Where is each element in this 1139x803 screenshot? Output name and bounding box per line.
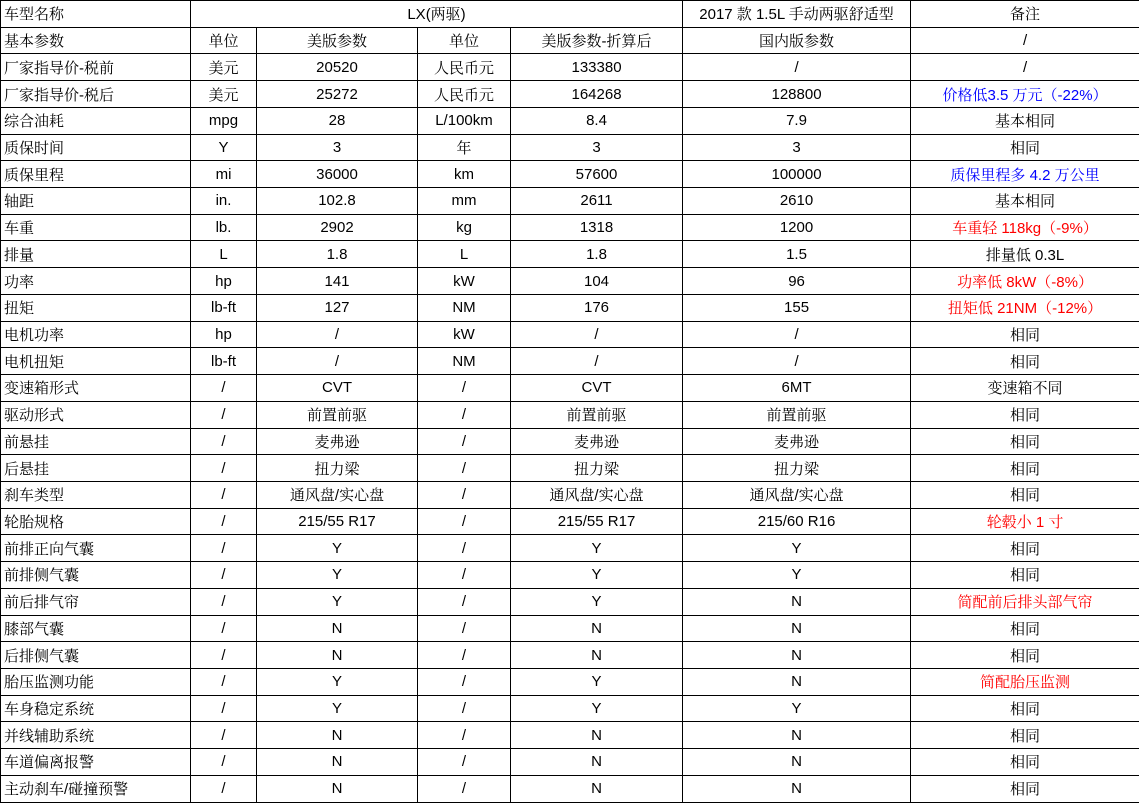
table-row (1, 642, 1139, 669)
cell-unit-us: / (191, 588, 257, 615)
cell-us-value: 215/55 R17 (257, 508, 418, 535)
cell-domestic-value: 1.5 (683, 241, 911, 268)
table-row (1, 294, 1139, 321)
cell-converted-value: 通风盘/实心盘 (511, 481, 683, 508)
cell-unit-metric: km (418, 161, 511, 188)
cell-note: 相同 (911, 722, 1139, 749)
cell-converted-value: 164268 (511, 81, 683, 108)
us-params-header-cell: 美版参数 (257, 27, 418, 54)
cell-converted-value: N (511, 775, 683, 802)
cell-unit-metric: 人民币元 (418, 54, 511, 81)
cn-model-header-cell: 2017 款 1.5L 手动两驱舒适型 (683, 1, 911, 28)
table-row (1, 508, 1139, 535)
cell-unit-us: mi (191, 161, 257, 188)
cell-row-label: 车道偏离报警 (1, 749, 191, 776)
cell-domestic-value: 155 (683, 294, 911, 321)
table-row (1, 588, 1139, 615)
cell-note: 基本相同 (911, 188, 1139, 215)
cell-domestic-value: N (683, 588, 911, 615)
cell-note: 基本相同 (911, 107, 1139, 134)
cell-unit-us: / (191, 615, 257, 642)
cell-us-value: 141 (257, 268, 418, 295)
cell-note: 相同 (911, 775, 1139, 802)
cell-note: 相同 (911, 134, 1139, 161)
cell-row-label: 并线辅助系统 (1, 722, 191, 749)
cell-unit-us: mpg (191, 107, 257, 134)
cell-note: 相同 (911, 481, 1139, 508)
cell-note: 相同 (911, 428, 1139, 455)
cell-us-value: N (257, 642, 418, 669)
cell-unit-metric: / (418, 695, 511, 722)
cell-note: 质保里程多 4.2 万公里 (911, 161, 1139, 188)
cell-unit-metric: 年 (418, 134, 511, 161)
cell-domestic-value: 通风盘/实心盘 (683, 481, 911, 508)
cell-note: 扭矩低 21NM（-12%） (911, 294, 1139, 321)
cell-unit-us: / (191, 722, 257, 749)
cell-unit-metric: / (418, 508, 511, 535)
cell-row-label: 综合油耗 (1, 107, 191, 134)
cell-unit-metric: kW (418, 321, 511, 348)
cell-converted-value: 1318 (511, 214, 683, 241)
domestic-header-cell: 国内版参数 (683, 27, 911, 54)
cell-us-value: 25272 (257, 81, 418, 108)
cell-unit-us: / (191, 375, 257, 402)
model-name-label-cell: 车型名称 (1, 1, 191, 28)
table-row (1, 535, 1139, 562)
cell-converted-value: Y (511, 695, 683, 722)
unit-us-header-cell: 单位 (191, 27, 257, 54)
cell-row-label: 质保时间 (1, 134, 191, 161)
cell-row-label: 主动刹车/碰撞预警 (1, 775, 191, 802)
cell-converted-value: 1.8 (511, 241, 683, 268)
cell-us-value: 前置前驱 (257, 401, 418, 428)
cell-unit-metric: / (418, 562, 511, 589)
cell-converted-value: CVT (511, 375, 683, 402)
table-row (1, 107, 1139, 134)
cell-row-label: 膝部气囊 (1, 615, 191, 642)
unit-metric-header-cell: 单位 (418, 27, 511, 54)
cell-unit-us: lb-ft (191, 348, 257, 375)
cell-converted-value: 104 (511, 268, 683, 295)
cell-unit-us: / (191, 455, 257, 482)
cell-domestic-value: 215/60 R16 (683, 508, 911, 535)
cell-domestic-value: 96 (683, 268, 911, 295)
table-row (1, 134, 1139, 161)
cell-note: 相同 (911, 321, 1139, 348)
table-row (1, 214, 1139, 241)
cell-us-value: N (257, 722, 418, 749)
cell-unit-metric: mm (418, 188, 511, 215)
cell-domestic-value: / (683, 321, 911, 348)
cell-row-label: 前悬挂 (1, 428, 191, 455)
cell-us-value: Y (257, 588, 418, 615)
cell-row-label: 车重 (1, 214, 191, 241)
cell-unit-metric: / (418, 481, 511, 508)
cell-unit-us: / (191, 749, 257, 776)
cell-row-label: 功率 (1, 268, 191, 295)
cell-row-label: 刹车类型 (1, 481, 191, 508)
cell-us-value: Y (257, 695, 418, 722)
cell-us-value: 28 (257, 107, 418, 134)
cell-domestic-value: 麦弗逊 (683, 428, 911, 455)
cell-unit-us: hp (191, 268, 257, 295)
cell-note: 轮毂小 1 寸 (911, 508, 1139, 535)
cell-note: 功率低 8kW（-8%） (911, 268, 1139, 295)
cell-domestic-value: 1200 (683, 214, 911, 241)
cell-us-value: N (257, 615, 418, 642)
section-label-cell: 基本参数 (1, 27, 191, 54)
cell-us-value: 36000 (257, 161, 418, 188)
cell-us-value: / (257, 348, 418, 375)
cell-row-label: 驱动形式 (1, 401, 191, 428)
table-row (1, 321, 1139, 348)
cell-row-label: 前排侧气囊 (1, 562, 191, 589)
cell-domestic-value: N (683, 615, 911, 642)
cell-unit-us: / (191, 642, 257, 669)
cell-unit-metric: / (418, 775, 511, 802)
cell-converted-value: Y (511, 588, 683, 615)
cell-us-value: 扭力梁 (257, 455, 418, 482)
cell-unit-us: / (191, 695, 257, 722)
cell-row-label: 前排正向气囊 (1, 535, 191, 562)
cell-row-label: 车身稳定系统 (1, 695, 191, 722)
cell-unit-metric: 人民币元 (418, 81, 511, 108)
cell-unit-metric: L/100km (418, 107, 511, 134)
cell-unit-us: / (191, 481, 257, 508)
cell-us-value: CVT (257, 375, 418, 402)
cell-unit-metric: kg (418, 214, 511, 241)
cell-domestic-value: Y (683, 562, 911, 589)
table-row (1, 749, 1139, 776)
cell-us-value: 麦弗逊 (257, 428, 418, 455)
cell-row-label: 质保里程 (1, 161, 191, 188)
cell-domestic-value: N (683, 775, 911, 802)
table-row (1, 268, 1139, 295)
cell-unit-us: lb. (191, 214, 257, 241)
cell-us-value: / (257, 321, 418, 348)
cell-converted-value: Y (511, 668, 683, 695)
cell-unit-us: 美元 (191, 81, 257, 108)
cell-unit-metric: / (418, 401, 511, 428)
table-row (1, 615, 1139, 642)
cell-unit-metric: / (418, 749, 511, 776)
table-row (1, 81, 1139, 108)
cell-us-value: 102.8 (257, 188, 418, 215)
table-row (1, 188, 1139, 215)
cell-unit-us: in. (191, 188, 257, 215)
cell-converted-value: N (511, 749, 683, 776)
cell-unit-metric: kW (418, 268, 511, 295)
us-converted-header-cell: 美版参数-折算后 (511, 27, 683, 54)
cell-note: 简配胎压监测 (911, 668, 1139, 695)
cell-converted-value: Y (511, 535, 683, 562)
cell-note: 相同 (911, 615, 1139, 642)
cell-converted-value: / (511, 321, 683, 348)
cell-unit-us: / (191, 508, 257, 535)
cell-row-label: 厂家指导价-税后 (1, 81, 191, 108)
table-row (1, 562, 1139, 589)
cell-us-value: 1.8 (257, 241, 418, 268)
table-row (1, 348, 1139, 375)
cell-note: 相同 (911, 562, 1139, 589)
cell-unit-us: / (191, 428, 257, 455)
cell-unit-metric: NM (418, 348, 511, 375)
cell-converted-value: 57600 (511, 161, 683, 188)
cell-unit-us: Y (191, 134, 257, 161)
cell-unit-metric: / (418, 535, 511, 562)
cell-row-label: 电机扭矩 (1, 348, 191, 375)
cell-row-label: 厂家指导价-税前 (1, 54, 191, 81)
cell-row-label: 变速箱形式 (1, 375, 191, 402)
cell-note: 相同 (911, 535, 1139, 562)
cell-unit-metric: / (418, 375, 511, 402)
cell-converted-value: 前置前驱 (511, 401, 683, 428)
cell-note: 变速箱不同 (911, 375, 1139, 402)
cell-row-label: 排量 (1, 241, 191, 268)
notes-header-cell: 备注 (911, 1, 1139, 28)
cell-domestic-value: 前置前驱 (683, 401, 911, 428)
table-row (1, 722, 1139, 749)
cell-unit-us: lb-ft (191, 294, 257, 321)
cell-converted-value: N (511, 642, 683, 669)
cell-note: 相同 (911, 455, 1139, 482)
cell-note: 排量低 0.3L (911, 241, 1139, 268)
header-row-1 (1, 1, 1139, 28)
cell-converted-value: Y (511, 562, 683, 589)
cell-domestic-value: N (683, 642, 911, 669)
cell-domestic-value: 100000 (683, 161, 911, 188)
table-row (1, 428, 1139, 455)
cell-unit-us: L (191, 241, 257, 268)
cell-unit-metric: / (418, 455, 511, 482)
cell-us-value: 127 (257, 294, 418, 321)
table-row (1, 401, 1139, 428)
cell-unit-us: / (191, 401, 257, 428)
cell-converted-value: 扭力梁 (511, 455, 683, 482)
cell-unit-metric: NM (418, 294, 511, 321)
cell-domestic-value: Y (683, 695, 911, 722)
cell-domestic-value: 扭力梁 (683, 455, 911, 482)
cell-unit-us: / (191, 775, 257, 802)
table-row (1, 455, 1139, 482)
cell-us-value: 2902 (257, 214, 418, 241)
cell-row-label: 扭矩 (1, 294, 191, 321)
table-row (1, 54, 1139, 81)
cell-row-label: 后悬挂 (1, 455, 191, 482)
cell-row-label: 后排侧气囊 (1, 642, 191, 669)
cell-row-label: 电机功率 (1, 321, 191, 348)
cell-row-label: 轴距 (1, 188, 191, 215)
cell-note: 相同 (911, 749, 1139, 776)
cell-converted-value: / (511, 348, 683, 375)
table-row (1, 375, 1139, 402)
cell-us-value: 20520 (257, 54, 418, 81)
cell-unit-metric: / (418, 588, 511, 615)
cell-us-value: Y (257, 535, 418, 562)
cell-converted-value: 176 (511, 294, 683, 321)
cell-note: 相同 (911, 401, 1139, 428)
cell-row-label: 轮胎规格 (1, 508, 191, 535)
cell-us-value: Y (257, 668, 418, 695)
cell-converted-value: 麦弗逊 (511, 428, 683, 455)
cell-domestic-value: / (683, 54, 911, 81)
header-row-2 (1, 27, 1139, 54)
cell-note: 车重轻 118kg（-9%） (911, 214, 1139, 241)
cell-note: 相同 (911, 348, 1139, 375)
cell-domestic-value: 128800 (683, 81, 911, 108)
cell-unit-metric: / (418, 615, 511, 642)
cell-us-value: 3 (257, 134, 418, 161)
cell-domestic-value: N (683, 668, 911, 695)
cell-converted-value: 8.4 (511, 107, 683, 134)
notes-placeholder-cell: / (911, 27, 1139, 54)
cell-unit-us: / (191, 668, 257, 695)
cell-note: 价格低3.5 万元（-22%） (911, 81, 1139, 108)
cell-unit-metric: / (418, 668, 511, 695)
cell-us-value: N (257, 775, 418, 802)
cell-converted-value: N (511, 615, 683, 642)
cell-domestic-value: 6MT (683, 375, 911, 402)
cell-unit-metric: L (418, 241, 511, 268)
cell-domestic-value: N (683, 749, 911, 776)
table-row (1, 481, 1139, 508)
cell-unit-us: 美元 (191, 54, 257, 81)
cell-unit-us: / (191, 562, 257, 589)
cell-note: / (911, 54, 1139, 81)
cell-us-value: Y (257, 562, 418, 589)
table-row (1, 775, 1139, 802)
cell-us-value: N (257, 749, 418, 776)
cell-domestic-value: N (683, 722, 911, 749)
cell-domestic-value: / (683, 348, 911, 375)
cell-domestic-value: 2610 (683, 188, 911, 215)
us-model-header-cell: LX(两驱) (191, 1, 683, 28)
cell-converted-value: 133380 (511, 54, 683, 81)
cell-unit-metric: / (418, 722, 511, 749)
cell-note: 简配前后排头部气帘 (911, 588, 1139, 615)
table-row (1, 695, 1139, 722)
cell-row-label: 胎压监测功能 (1, 668, 191, 695)
cell-unit-us: / (191, 535, 257, 562)
cell-note: 相同 (911, 695, 1139, 722)
cell-converted-value: 215/55 R17 (511, 508, 683, 535)
table-row (1, 161, 1139, 188)
cell-us-value: 通风盘/实心盘 (257, 481, 418, 508)
cell-unit-metric: / (418, 642, 511, 669)
cell-converted-value: 2611 (511, 188, 683, 215)
cell-unit-metric: / (418, 428, 511, 455)
cell-converted-value: N (511, 722, 683, 749)
table-row (1, 241, 1139, 268)
cell-row-label: 前后排气帘 (1, 588, 191, 615)
table-body (1, 1, 1139, 803)
table-row (1, 668, 1139, 695)
cell-unit-us: hp (191, 321, 257, 348)
cell-converted-value: 3 (511, 134, 683, 161)
cell-domestic-value: 3 (683, 134, 911, 161)
cell-note: 相同 (911, 642, 1139, 669)
cell-domestic-value: Y (683, 535, 911, 562)
cell-domestic-value: 7.9 (683, 107, 911, 134)
